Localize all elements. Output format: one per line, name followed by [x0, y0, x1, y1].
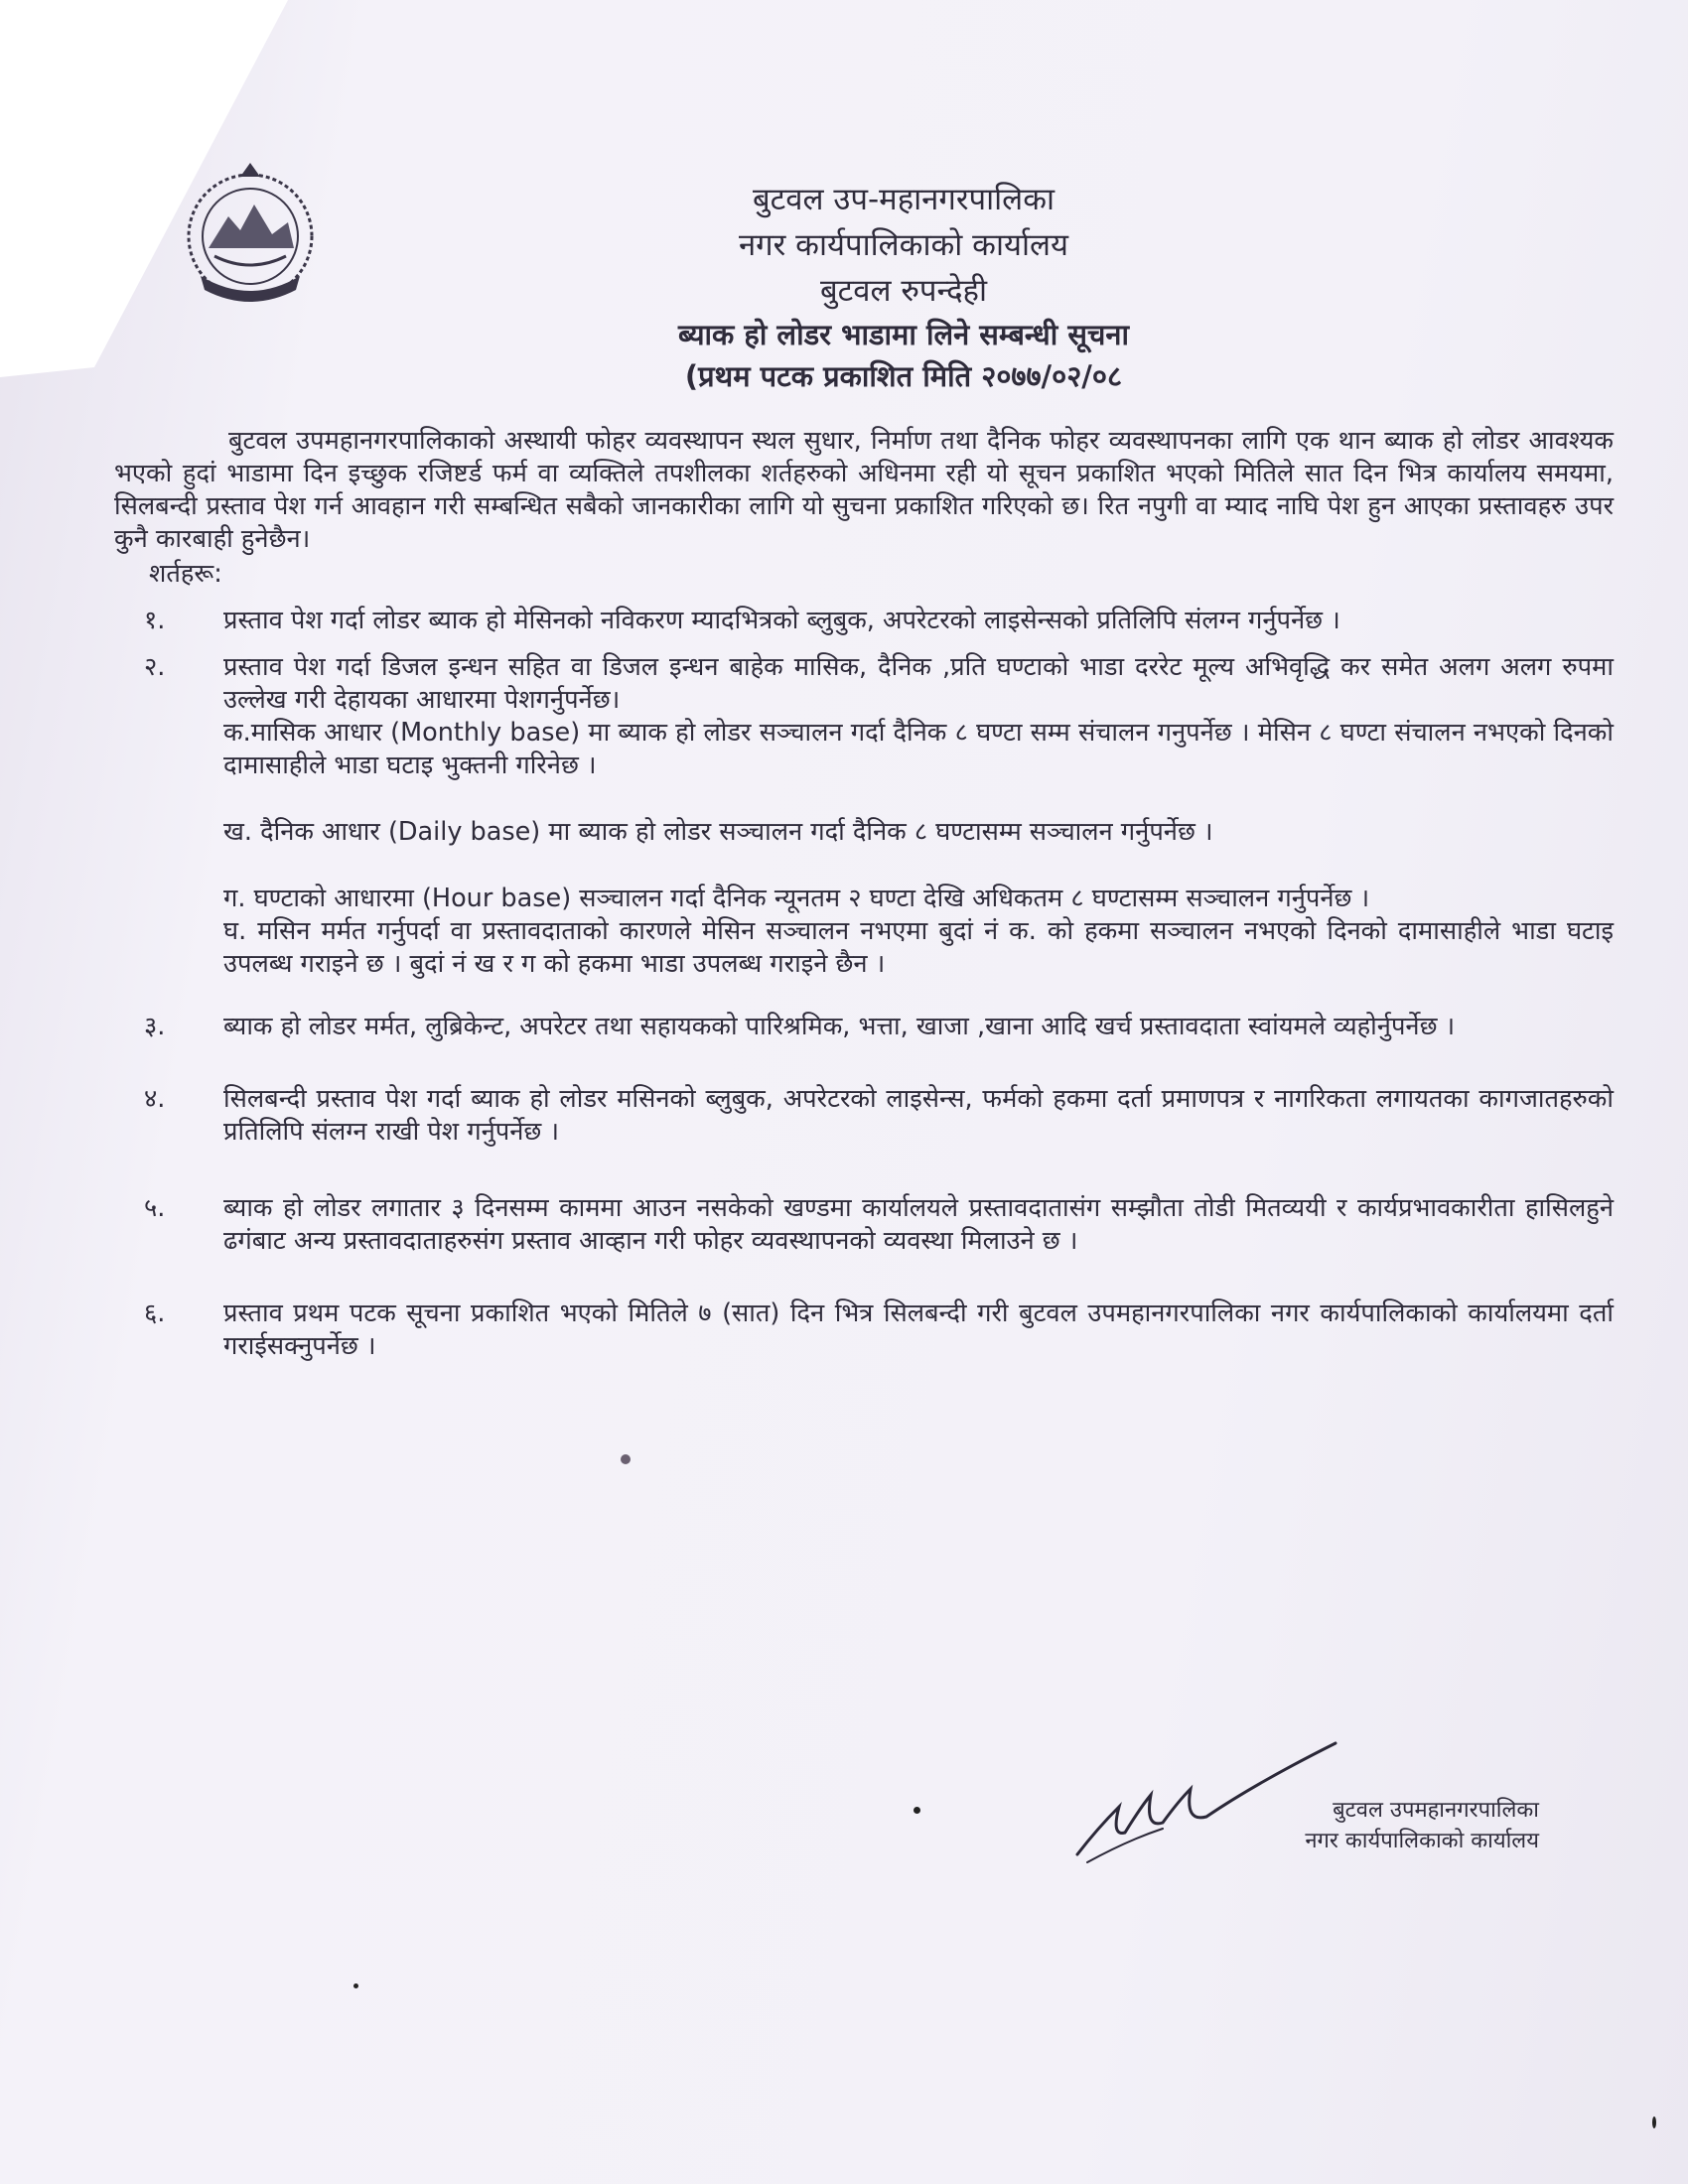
sub-item: ख. दैनिक आधार (Daily base) मा ब्याक हो लोडर सञ्चालन गर्दा दैनिक ८ घण्टासम्म सञ्चालन गर्नुपर्नेछ ।: [223, 817, 1213, 847]
list-item: [114, 651, 1614, 981]
list-item: [114, 1011, 1614, 1043]
publish-date: (प्रथम पटक प्रकाशित मिति २०७७/०२/०८: [684, 359, 1123, 393]
item-text: प्रस्ताव पेश गर्दा लोडर ब्याक हो मेसिनको नविकरण म्यादभित्रको ब्लुबुक, अपरेटरको लाइसेन्सको प्रतिलिपि संलग्न गर्नुपर्नेछ ।: [223, 606, 1340, 635]
item-number: १.: [144, 606, 166, 635]
terms-label: शर्तहरू:: [149, 559, 222, 589]
list-item: [114, 1192, 1614, 1258]
sub-item: ग. घण्टाको आधारमा (Hour base) सञ्चालन गर्दा दैनिक न्यूनतम २ घण्टा देखि अधिकतम ८ घण्टासम्म सञ्चालन गर्नुपर्नेछ ।: [223, 884, 1370, 913]
item-number: २.: [144, 652, 166, 682]
item-number: ५.: [144, 1193, 166, 1223]
item-text: प्रस्ताव प्रथम पटक सूचना प्रकाशित भएको मितिले ७ (सात) दिन भित्र सिलबन्दी गरी बुटवल उपमहानगरपालिका नगर कार्यपालिकाको कार्यालयमा दर्ता गराईसक्नुपर्नेछ ।: [223, 1298, 1614, 1361]
signatory-municipality: बुटवल उपमहानगरपालिका: [1333, 1798, 1539, 1823]
item-text: ब्याक हो लोडर लगातार ३ दिनसम्म काममा आउन नसकेको खण्डमा कार्यालयले प्रस्तावदातासंग सम्झौता तोडी मितव्ययी र कार्यप्रभावकारीता हासिलहुने ढगंबाट अन्य प्रस्तावदाताहरुसंग प्रस्ताव आव्हान गरी फोहर व्यवस्थापनको व्यवस्था मिलाउने छ ।: [223, 1193, 1614, 1256]
intro-paragraph: बुटवल उपमहानगरपालिकाको अस्थायी फोहर व्यवस्थापन स्थल सुधार, निर्माण तथा दैनिक फोहर व्यवस्थापनका लागि एक थान ब्याक हो लोडर आवश्यक भएको हुदां भाडामा दिन इच्छुक रजिष्टर्ड फर्म वा व्यक्तिले तपशीलका शर्तहरुको अधिनमा रही यो सूचन प्रकाशित भएको मितिले सात दिन भित्र कार्यालय समयमा, सिलबन्दी प्रस्ताव पेश गर्न आवहान गरी सम्बन्धित सबैको जानकारीका लागि यो सुचना प्रकाशित गरिएको छ। रित नपुगी वा म्याद नाघि पेश हुन आएका प्रस्तावहरु उपर कुनै कारबाही हुनेछैन।: [114, 426, 1614, 554]
list-item: [114, 1083, 1614, 1149]
signatory-office: नगर कार्यपालिकाको कार्यालय: [1305, 1829, 1539, 1853]
item-number: ३.: [144, 1012, 166, 1041]
header-municipality: बुटवल उप-महानगरपालिका: [752, 182, 1055, 217]
government-emblem-icon: [171, 157, 330, 316]
notice-subject: ब्याक हो लोडर भाडामा लिने सम्बन्धी सूचना: [678, 318, 1129, 351]
item-number: ६.: [144, 1298, 166, 1328]
header-location: बुटवल रुपन्देही: [819, 273, 988, 309]
sub-item: क.मासिक आधार (Monthly base) मा ब्याक हो लोडर सञ्चालन गर्दा दैनिक ८ घण्टा सम्म संचालन गनुपर्नेछ । मेसिन ८ घण्टा संचालन नभएको दिनको दामासाहीले भाडा घटाइ भुक्तनी गरिनेछ ।: [223, 718, 1614, 780]
notice-body: [114, 425, 1614, 1363]
item-text: प्रस्ताव पेश गर्दा डिजल इन्धन सहित वा डिजल इन्धन बाहेक मासिक, दैनिक ,प्रति घण्टाको भाडा दररेट मूल्य अभिवृद्धि कर समेत अलग अलग रुपमा उल्लेख गरी देहायका आधारमा पेशगर्नुपर्नेछ।: [223, 652, 1614, 715]
scan-speck: [353, 1983, 358, 1988]
item-text: ब्याक हो लोडर मर्मत, लुब्रिकेन्ट, अपरेटर तथा सहायकको पारिश्रमिक, भत्ता, खाजा ,खाना आदि खर्च प्रस्तावदाता स्वांयमले व्यहोर्नुपर्नेछ ।: [223, 1012, 1456, 1041]
list-item: [114, 605, 1614, 637]
signatory-block: [1241, 1795, 1539, 1856]
letterhead: [556, 177, 1251, 397]
scan-speck: [914, 1807, 920, 1814]
item-number: ४.: [144, 1084, 166, 1114]
scan-speck: [621, 1454, 631, 1464]
header-office: नगर कार्यपालिकाको कार्यालय: [738, 227, 1069, 263]
sub-item: घ. मसिन मर्मत गर्नुपर्दा वा प्रस्तावदाताको कारणले मेसिन सञ्चालन नभएमा बुदां नं क. को हकमा सञ्चालन नभएको दिनको दामासाहीले भाडा घटाइ उपलब्ध गराइने छ । बुदां नं ख र ग को हकमा भाडा उपलब्ध गराइने छैन ।: [223, 916, 1614, 979]
scan-speck: [1652, 2116, 1656, 2128]
item-text: सिलबन्दी प्रस्ताव पेश गर्दा ब्याक हो लोडर मसिनको ब्लुबुक, अपरेटरको लाइसेन्स, फर्मको हकमा दर्ता प्रमाणपत्र र नागरिकता लगायतका कागजातहरुको प्रतिलिपि संलग्न राखी पेश गर्नुपर्नेछ ।: [223, 1084, 1614, 1147]
list-item: [114, 1297, 1614, 1363]
